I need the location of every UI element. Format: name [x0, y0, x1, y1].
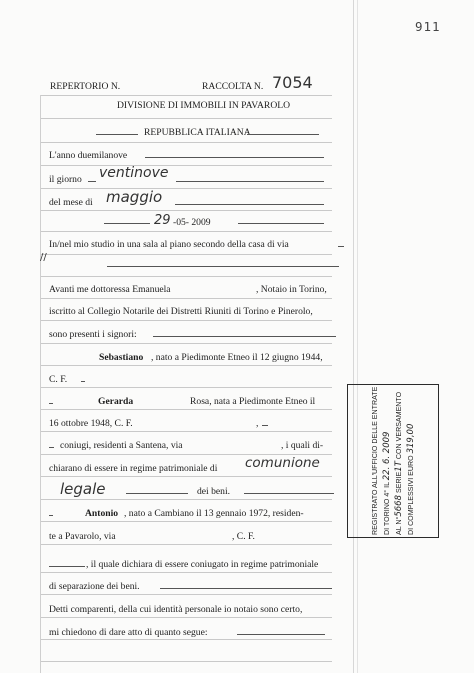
notaio-text: , Notaio in Torino,	[256, 284, 327, 295]
dash	[338, 246, 344, 247]
person1-cf: C. F.	[49, 374, 68, 385]
chiedono-line: mi chiedono di dare atto di quanto segue:	[49, 627, 208, 638]
dash	[153, 336, 336, 337]
ruled-line	[40, 572, 332, 573]
dash	[244, 493, 334, 494]
dash	[160, 588, 332, 589]
presenti-line: sono presenti i signori:	[49, 329, 137, 340]
margin-mark: //	[40, 252, 47, 263]
ruled-line	[40, 231, 332, 232]
mese-label: del mese di	[49, 197, 93, 208]
dash	[49, 566, 85, 567]
ruled-line	[40, 544, 332, 545]
date-rest: -05- 2009	[173, 217, 211, 228]
person2-line2: 16 ottobre 1948, C. F.	[49, 418, 133, 429]
stamp-line-3: AL N°5668 SERIE1T CON VERSAMENTO	[394, 391, 404, 535]
ruled-line	[40, 521, 332, 522]
dash	[126, 493, 188, 494]
ruled-line	[40, 320, 332, 321]
person3-cf: , C. F.	[232, 531, 255, 542]
ruled-line	[40, 617, 332, 618]
stamp-serie-handwritten: 1T	[394, 461, 404, 472]
divisione-title: DIVISIONE DI IMMOBILI IN PAVAROLO	[117, 100, 291, 111]
dash	[238, 223, 324, 224]
anno-text: L'anno duemilanove	[49, 150, 128, 161]
ruled-line	[40, 165, 332, 166]
left-margin-line	[40, 95, 41, 673]
dei-beni: dei beni.	[197, 486, 231, 497]
giorno-handwritten: ventinove	[99, 165, 169, 181]
ruled-line	[40, 499, 332, 500]
ruled-line	[40, 594, 332, 595]
ruled-line	[40, 431, 332, 432]
ruled-line	[40, 409, 332, 410]
mese-handwritten: maggio	[106, 188, 163, 206]
stamp-line-2: DI TORINO 4° IL 22. 6. 2009	[382, 431, 392, 535]
dash	[107, 266, 339, 267]
right-margin-line	[353, 0, 354, 673]
stamp-number-handwritten: 5668	[394, 495, 404, 517]
dash	[175, 204, 324, 205]
registration-stamp	[347, 384, 443, 540]
person2-details: Rosa, nata a Piedimonte Etneo il	[190, 396, 316, 407]
regime-line: chiarano di essere in regime patrimoniale di	[49, 463, 218, 474]
page-number: 911	[415, 19, 441, 34]
comma: ,	[256, 418, 259, 429]
dash	[96, 134, 138, 135]
person1-details: , nato a Piedimonte Etneo il 12 giugno 1944,	[151, 352, 323, 363]
separazione-line: di separazione dei beni.	[49, 581, 140, 592]
date-day-handwritten: 29	[154, 213, 171, 228]
legale-handwritten: legale	[60, 480, 106, 498]
raccolta-number: 7054	[272, 73, 313, 92]
raccolta-label: RACCOLTA N.	[202, 81, 264, 92]
dash	[81, 381, 85, 382]
dash	[49, 447, 54, 448]
ruled-line	[40, 661, 332, 662]
ruled-line	[40, 142, 332, 143]
stamp-text	[369, 387, 417, 535]
ruled-line	[40, 298, 332, 299]
person3-name: Antonio	[85, 508, 119, 519]
coniugato-line: , il quale dichiara di essere coniugato in regime patrimoniale	[86, 559, 319, 570]
stamp-line-4: DI COMPLESSIVI EURO 319,00	[406, 423, 416, 535]
ruled-line	[40, 365, 332, 366]
dash	[247, 134, 319, 135]
repubblica-title: REPUBBLICA ITALIANA	[144, 127, 251, 138]
regime-handwritten: comunione	[245, 455, 320, 471]
ruled-line	[40, 387, 332, 388]
stamp-line-1: REGISTRATO ALL'UFFICIO DELLE ENTRATE	[371, 386, 379, 535]
repertorio-label: REPERTORIO N.	[50, 81, 121, 92]
stamp-amount-handwritten: 319,00	[406, 423, 416, 454]
dash	[237, 634, 325, 635]
ruled-line	[40, 118, 332, 119]
person2-name: Gerarda	[98, 396, 134, 407]
ruled-line	[40, 210, 332, 211]
dash	[49, 403, 53, 404]
ruled-line	[40, 254, 332, 255]
collegio-line: iscritto al Collegio Notarile dei Distretti Riuniti di Torino e Pinerolo,	[49, 306, 313, 317]
dash	[176, 181, 324, 182]
ruled-line	[40, 188, 332, 189]
person1-name: Sebastiano	[99, 352, 144, 363]
quali-text: , i quali di-	[281, 440, 324, 451]
ruled-line	[40, 639, 332, 640]
dash	[49, 515, 53, 516]
ruled-line	[40, 276, 332, 277]
giorno-label: il giorno	[49, 174, 82, 185]
dash	[104, 223, 150, 224]
person3-address: te a Pavarolo, via	[49, 531, 116, 542]
dash	[262, 425, 268, 426]
dash	[145, 157, 324, 158]
person3-details: , nato a Cambiano il 13 gennaio 1972, residen-	[124, 508, 304, 519]
dash	[88, 181, 96, 182]
comparenti-line: Detti comparenti, della cui identità personale io notaio sono certo,	[49, 604, 303, 615]
ruled-line	[40, 343, 332, 344]
coniugi-line: coniugi, residenti a Santena, via	[60, 440, 183, 451]
ruled-line	[40, 95, 332, 96]
avanti-line: Avanti me dottoressa Emanuela	[49, 284, 171, 295]
right-margin-line-inner	[357, 0, 358, 673]
stamp-date-handwritten: 22. 6. 2009	[382, 431, 392, 481]
studio-line: In/nel mio studio in una sala al piano secondo della casa di via	[49, 239, 289, 250]
ruled-line	[40, 476, 332, 477]
